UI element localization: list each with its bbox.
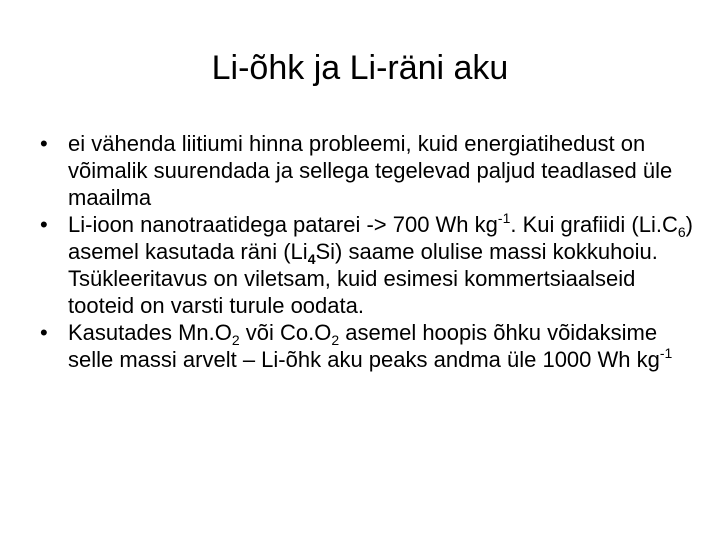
bullet-item-1 xyxy=(26,130,706,211)
subscript: 2 xyxy=(231,332,240,348)
superscript: -1 xyxy=(497,210,511,226)
bullet-text-segment: ) asemel kasutada räni (Li xyxy=(68,212,693,264)
subscript: 6 xyxy=(677,224,686,240)
superscript: -1 xyxy=(659,345,673,361)
bullet-item-2 xyxy=(26,211,706,319)
bullet-item-3 xyxy=(26,319,706,373)
bullet-marker: • xyxy=(40,320,48,345)
bullet-text: ei vähenda liitiumi hinna probleemi, kuid energiatihedust on võimalik suurendada ja sellega tegelevad paljud teadlased üle maailma xyxy=(68,131,673,210)
bullet-text-segment: või Co.O xyxy=(239,320,332,345)
subscript: 2 xyxy=(331,332,340,348)
bullet-marker: • xyxy=(40,212,48,237)
bullet-list xyxy=(26,130,706,373)
bullet-text-segment: Si) saame olulise massi kokkuhoiu. Tsükleeritavus on viletsam, kuid esimesi kommertsiaalseid tooteid on varsti turule oodata. xyxy=(68,239,658,318)
bullet-text-segment: Kasutades Mn.O xyxy=(68,320,232,345)
bullet-text-segment: . Kui grafiidi (Li.C xyxy=(510,212,678,237)
bullet-text-segment: Li-ioon nanotraatidega patarei -> 700 Wh kg xyxy=(68,212,498,237)
slide-title: Li-õhk ja Li-räni aku xyxy=(211,49,509,87)
subscript: 4 xyxy=(307,251,316,267)
bullet-marker: • xyxy=(40,131,48,156)
bullet-text-segment: asemel hoopis õhku võidaksime selle massi arvelt – Li-õhk aku peaks andma üle 1000 Wh kg xyxy=(68,320,660,372)
